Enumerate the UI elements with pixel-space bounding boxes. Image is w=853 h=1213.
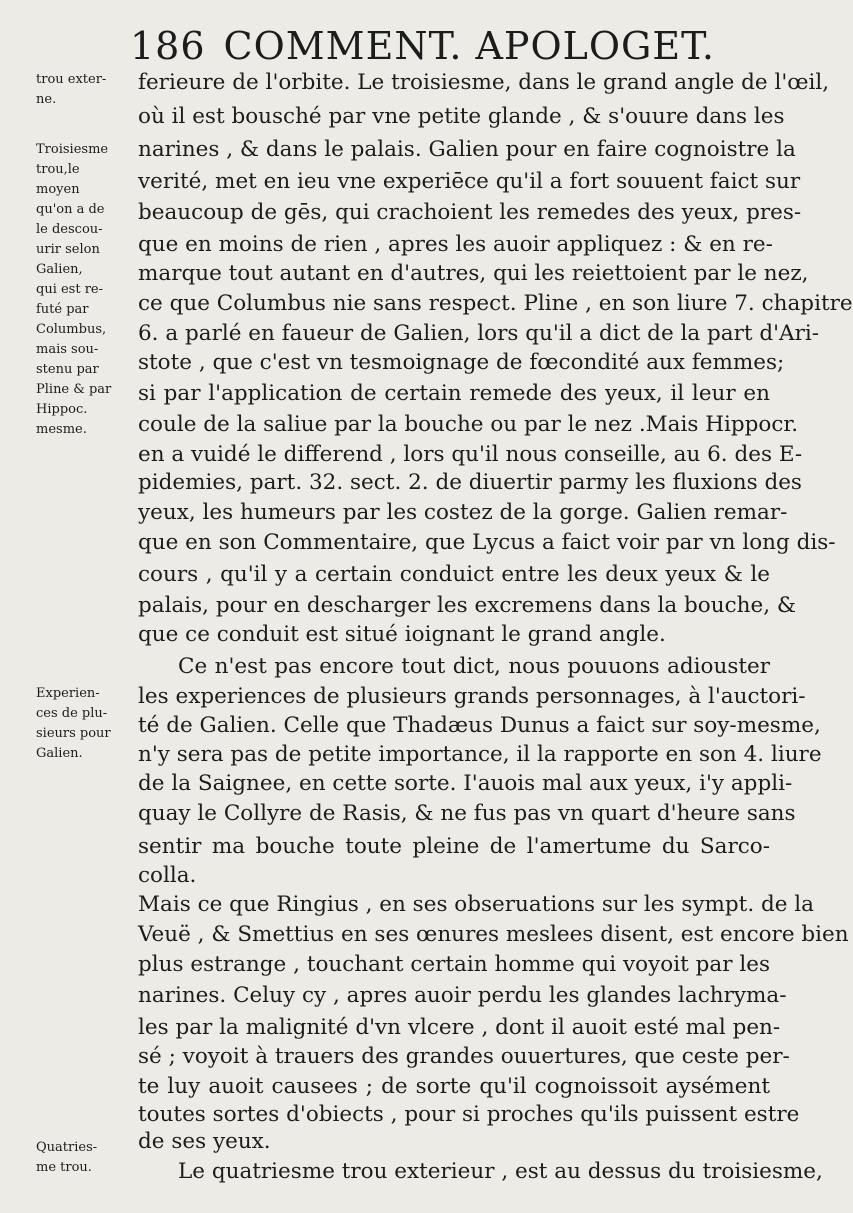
body-line: n'y sera pas de petite importance, il la rapporte en son 4. liure [138,742,822,767]
body-line: Ce n'est pas encore tout dict, nous pouuons adiouster [178,654,770,679]
body-line: de ses yeux. [138,1129,271,1154]
body-line: les par la malignité d'vn vlcere , dont il auoit esté mal pen- [138,1015,781,1040]
margin-note-line: qu'on a de [36,202,105,217]
body-line: de la Saignee, en cette sorte. I'auois mal aux yeux, i'y appli- [138,771,793,796]
margin-note-line: Quatries- [36,1140,98,1155]
margin-note-line: Galien, [36,262,83,277]
page-number: 186 [130,24,206,68]
body-line: coule de la saliue par la bouche ou par le nez .Mais Hippocr. [138,412,799,437]
margin-note-line: trou,le [36,162,80,177]
body-line: Veuë , & Smettius en ses œnures meslees disent, est encore bien [138,922,849,947]
body-line: où il est bousché par vne petite glande , & s'ouure dans les [138,104,785,129]
margin-note-line: ne. [36,92,57,107]
margin-note-line: le descou- [36,222,103,237]
margin-note-line: futé par [36,302,89,317]
running-title: COMMENT. APOLOGET. [223,24,715,68]
body-line: plus estrange , touchant certain homme qui voyoit par les [138,952,770,977]
body-line: beaucoup de gēs, qui crachoient les remedes des yeux, pres- [138,200,802,225]
margin-note-line: urir selon [36,242,100,257]
margin-note-line: stenu par [36,362,99,377]
margin-note [36,684,132,764]
body-line: en a vuidé le differend , lors qu'il nous conseille, au 6. des E- [138,442,803,467]
body-line: narines , & dans le palais. Galien pour en faire cognoistre la [138,137,796,162]
body-line: marque tout autant en d'autres, qui les reiettoient par le nez, [138,261,809,286]
body-line: stote , que c'est vn tesmoignage de fœcondité aux femmes; [138,350,785,375]
margin-note-line: Experien- [36,686,100,701]
margin-note-line: trou exter- [36,72,107,87]
body-line: colla. [138,863,197,888]
margin-note-line: me trou. [36,1160,92,1175]
margin-note-line: mesme. [36,422,87,437]
margin-note-line: Hippoc. [36,402,88,417]
body-line: verité, met en ieu vne experiēce qu'il a fort souuent faict sur [138,169,801,194]
margin-note-line: Troisiesme [36,142,109,157]
margin-note [36,70,132,110]
margin-note [36,140,132,440]
body-line: que en moins de rien , apres les auoir appliquez : & en re- [138,232,773,257]
body-line: cours , qu'il y a certain conduict entre les deux yeux & le [138,562,770,587]
body-line: yeux, les humeurs par les costez de la gorge. Galien remar- [138,500,788,525]
margin-note-line: moyen [36,182,80,197]
body-line: si par l'application de certain remede des yeux, il leur en [138,381,770,406]
body-line: que ce conduit est situé ioignant le grand angle. [138,622,666,647]
margin-note-line: qui est re- [36,282,104,297]
body-line: que en son Commentaire, que Lycus a faict voir par vn long dis- [138,530,836,555]
body-line: Le quatriesme trou exterieur , est au dessus du troisiesme, [178,1159,823,1184]
margin-note-line: mais sou- [36,342,99,357]
body-line: sé ; voyoit à trauers des grandes ouuertures, que ceste per- [138,1044,790,1069]
body-line: té de Galien. Celle que Thadæus Dunus a faict sur soy-mesme, [138,713,821,738]
body-line: te luy auoit causees ; de sorte qu'il cognoissoit aysément [138,1074,770,1099]
body-line: narines. Celuy cy , apres auoir perdu les glandes lachryma- [138,983,787,1008]
margin-note-line: Columbus, [36,322,107,337]
body-line: 6. a parlé en faueur de Galien, lors qu'il a dict de la part d'Ari- [138,321,819,346]
margin-note-line: ces de plu- [36,706,108,721]
body-line: les experiences de plusieurs grands personnages, à l'auctori- [138,684,806,709]
body-line: pidemies, part. 32. sect. 2. de diuertir parmy les fluxions des [138,470,802,495]
margin-note [36,1138,132,1178]
margin-note-line: Galien. [36,746,83,761]
body-line: ferieure de l'orbite. Le troisiesme, dans le grand angle de l'œil, [138,70,830,95]
body-line: quay le Collyre de Rasis, & ne fus pas vn quart d'heure sans [138,801,796,826]
body-line: ce que Columbus nie sans respect. Pline , en son liure 7. chapitre [138,291,853,316]
body-line: palais, pour en descharger les excremens dans la bouche, & [138,593,797,618]
body-line: sentir ma bouche toute pleine de l'amertume du Sarco- [138,834,770,859]
body-line: toutes sortes d'obiects , pour si proches qu'ils puissent estre [138,1102,800,1127]
running-header [130,24,780,68]
body-line: Mais ce que Ringius , en ses obseruations sur les sympt. de la [138,892,815,917]
margin-note-line: Pline & par [36,382,112,397]
margin-note-line: sieurs pour [36,726,111,741]
